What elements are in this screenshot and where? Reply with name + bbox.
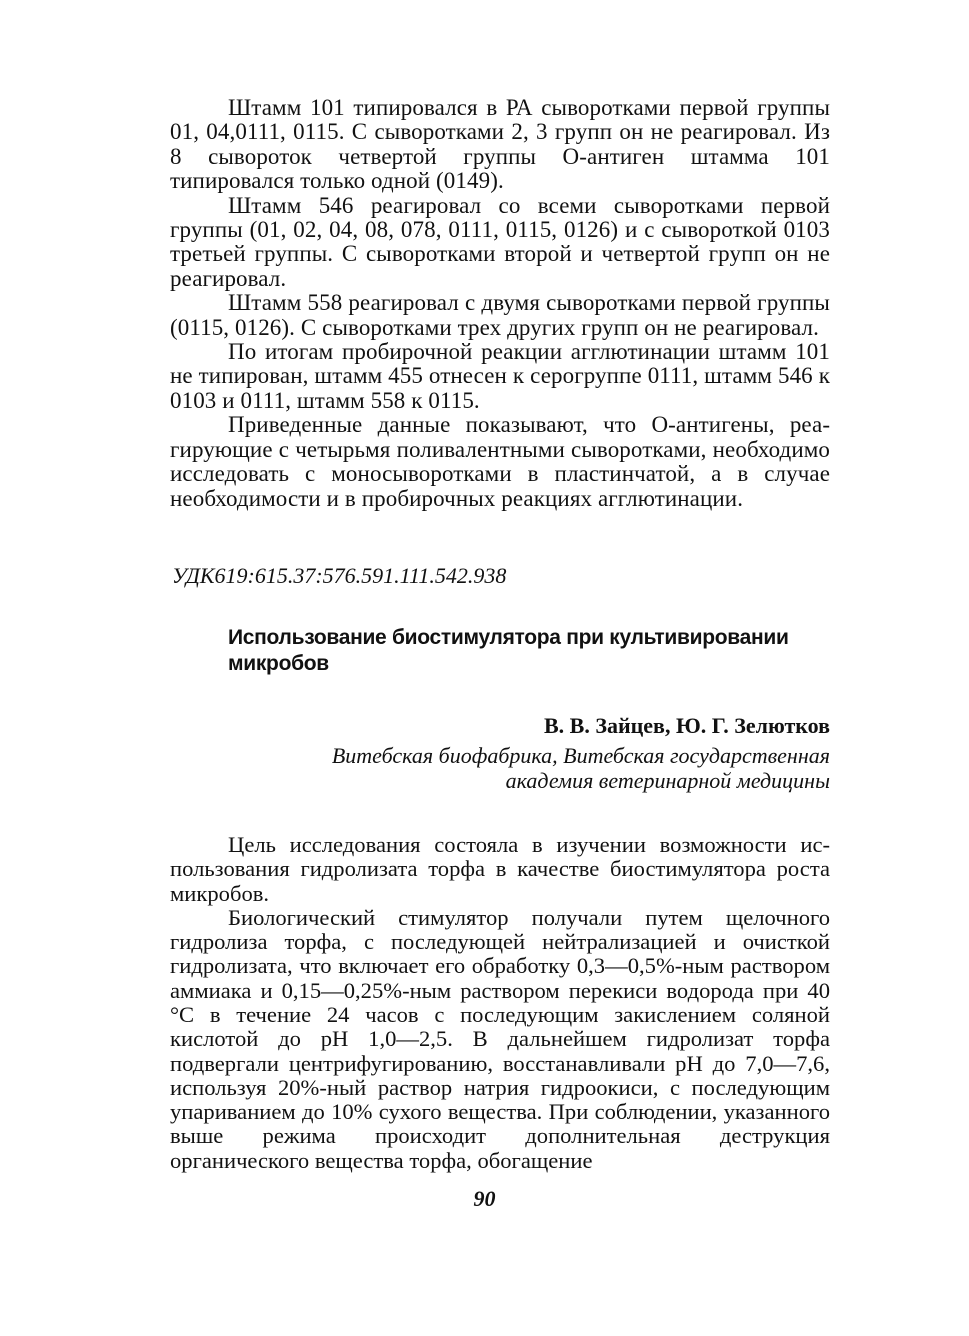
- page-body: [170, 96, 830, 1173]
- paragraph-method: Биологический стимулятор получали путем щелочного гидролиза торфа, с последующей нейтрализацией и очисткой гидролизата, что включает его обработку 0,3—0,5%-ным раствором аммиака и 0,15—0,25%-ным раствором перекиси водорода при 40 °С в течение 24 часов с последующим закислением соляной кислотой до рН 1,0—2,5. В дальнейшем гидролизат торфа подвергали центрифугированию, восстанавливали рН до 7,0—7,6, используя 20%-ный раствор натрия гидроокиси, с последующим упариванием до 10% сухого вещества. При соблюдении, указанного выше режима происходит дополнительная деструкция органического вещества торфа, обогащение: [170, 904, 830, 1173]
- paragraph-strain-546: Штамм 546 реагировал со всеми сыворотками первой группы (01, 02, 04, 08, 078, 0111, 0115, 0126) и с сывороткой 0103 третьей группы. С сыворотками второй и четвертой групп он не реагировал.: [170, 192, 830, 291]
- article-title: Использование биостимулятора при культивировании микробов: [228, 625, 789, 675]
- affiliation-line-2: академия ветеринарной медицины: [505, 767, 830, 793]
- udk-code: УДК619:615.37:576.591.111.542.938: [172, 562, 507, 588]
- previous-article-conclusion: [170, 96, 830, 511]
- paragraph-aim: Цель исследования состояла в изучении возможности использования гидролизата торфа в качестве биостимулятора роста микробов.: [170, 831, 830, 906]
- article-affiliation: [170, 743, 830, 793]
- paragraph-conclusion: Приведенные данные показывают, что О-антигены, реагирующие с четырьмя поливалентными сыворотками, необходимо исследовать с моносыворотками в пластинчатой, а в случае необходимости и в пробирочных реакциях агглютинации.: [170, 412, 830, 511]
- paragraph-strain-101: Штамм 101 типировался в РА сыворотками первой группы 01, 04,0111, 0115. С сыворотками 2, 3 групп он не реагировал. Из 8 сывороток четвертой группы О-антиген штамма 101 типировался только одной (0149).: [170, 95, 830, 194]
- paragraph-tube-reaction-results: По итогам пробирочной реакции агглютинации штамм 101 не типирован, штамм 455 отнесен к серогруппе 0111, штамм 546 к 0103 и 0111, штамм 558 к 0115.: [170, 339, 830, 413]
- affiliation-line-1: Витебская биофабрика, Витебская государственная: [331, 742, 830, 768]
- article-body: [170, 833, 830, 1173]
- article-authors: В. В. Зайцев, Ю. Г. Зелютков: [543, 712, 830, 738]
- paragraph-strain-558: Штамм 558 реагировал с двумя сыворотками первой группы (0115, 0126). С сыворотками трех других групп он не реагировал.: [170, 290, 830, 340]
- page-number: 90: [473, 1186, 496, 1211]
